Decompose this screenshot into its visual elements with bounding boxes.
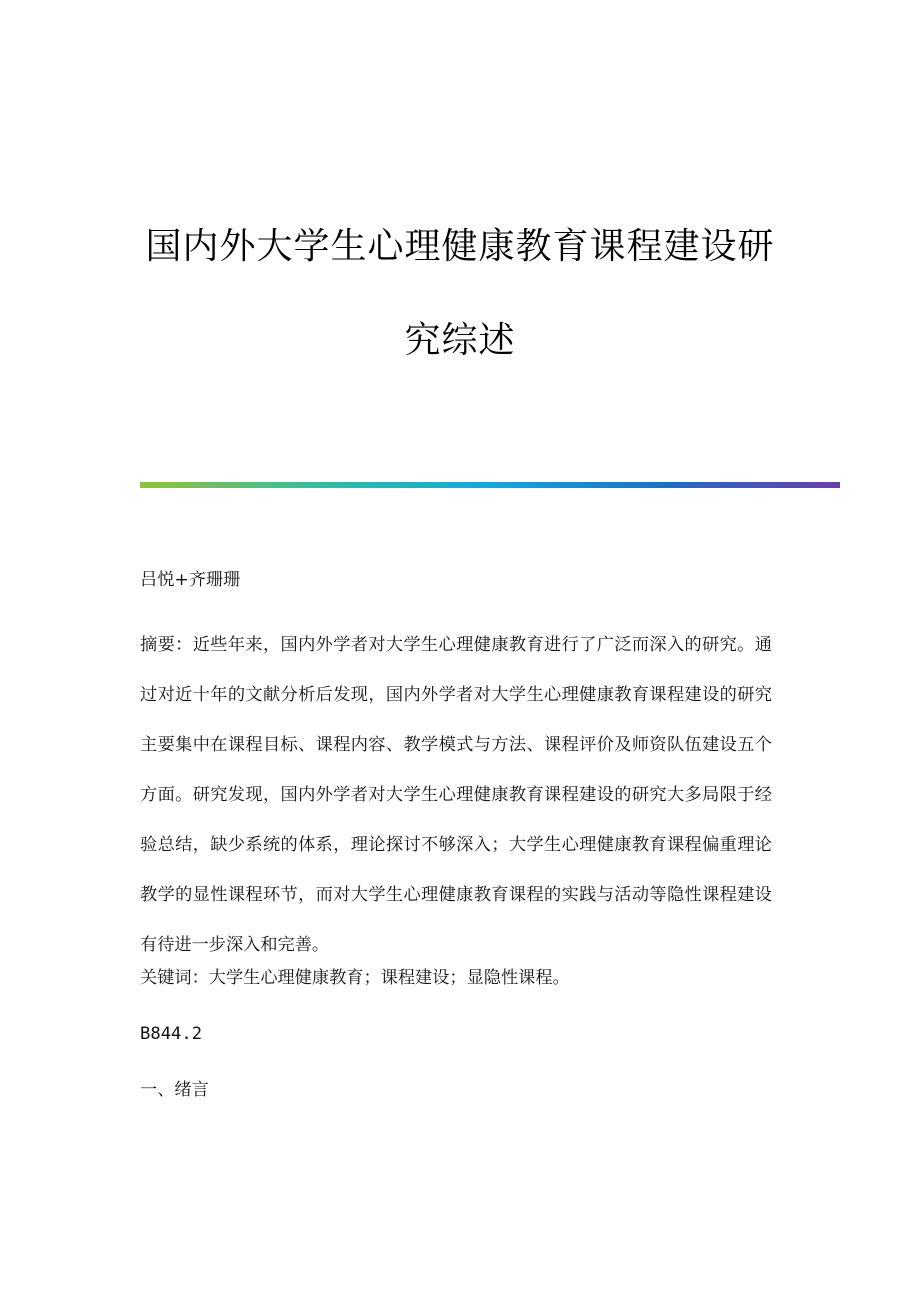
authors: 吕悦+齐珊珊 <box>140 570 241 590</box>
paper-title-line-1: 国内外大学生心理健康教育课程建设研 <box>145 226 775 267</box>
paper-title-line-2: 究综述 <box>404 320 516 361</box>
section-heading: 一、绪言 <box>140 1080 209 1100</box>
classification-number: B844.2 <box>140 1024 203 1044</box>
keywords: 关键词：大学生心理健康教育；课程建设；显隐性课程。 <box>140 968 570 988</box>
abstract: 摘要：近些年来，国内外学者对大学生心理健康教育进行了广泛而深入的研究。通过对近十年的文献分析后发现，国内外学者对大学生心理健康教育课程建设的研究主要集中在课程目标、课程内容、教学模式与方法、课程评价及师资队伍建设五个方面。研究发现，国内外学者对大学生心理健康教育课程建设的研究大多局限于经验总结，缺少系统的体系，理论探讨不够深入；大学生心理健康教育课程偏重理论教学的显性课程环节，而对大学生心理健康教育课程的实践与活动等隐性课程建设有待进一步深入和完善。 <box>140 635 772 955</box>
gradient-divider <box>140 482 840 488</box>
